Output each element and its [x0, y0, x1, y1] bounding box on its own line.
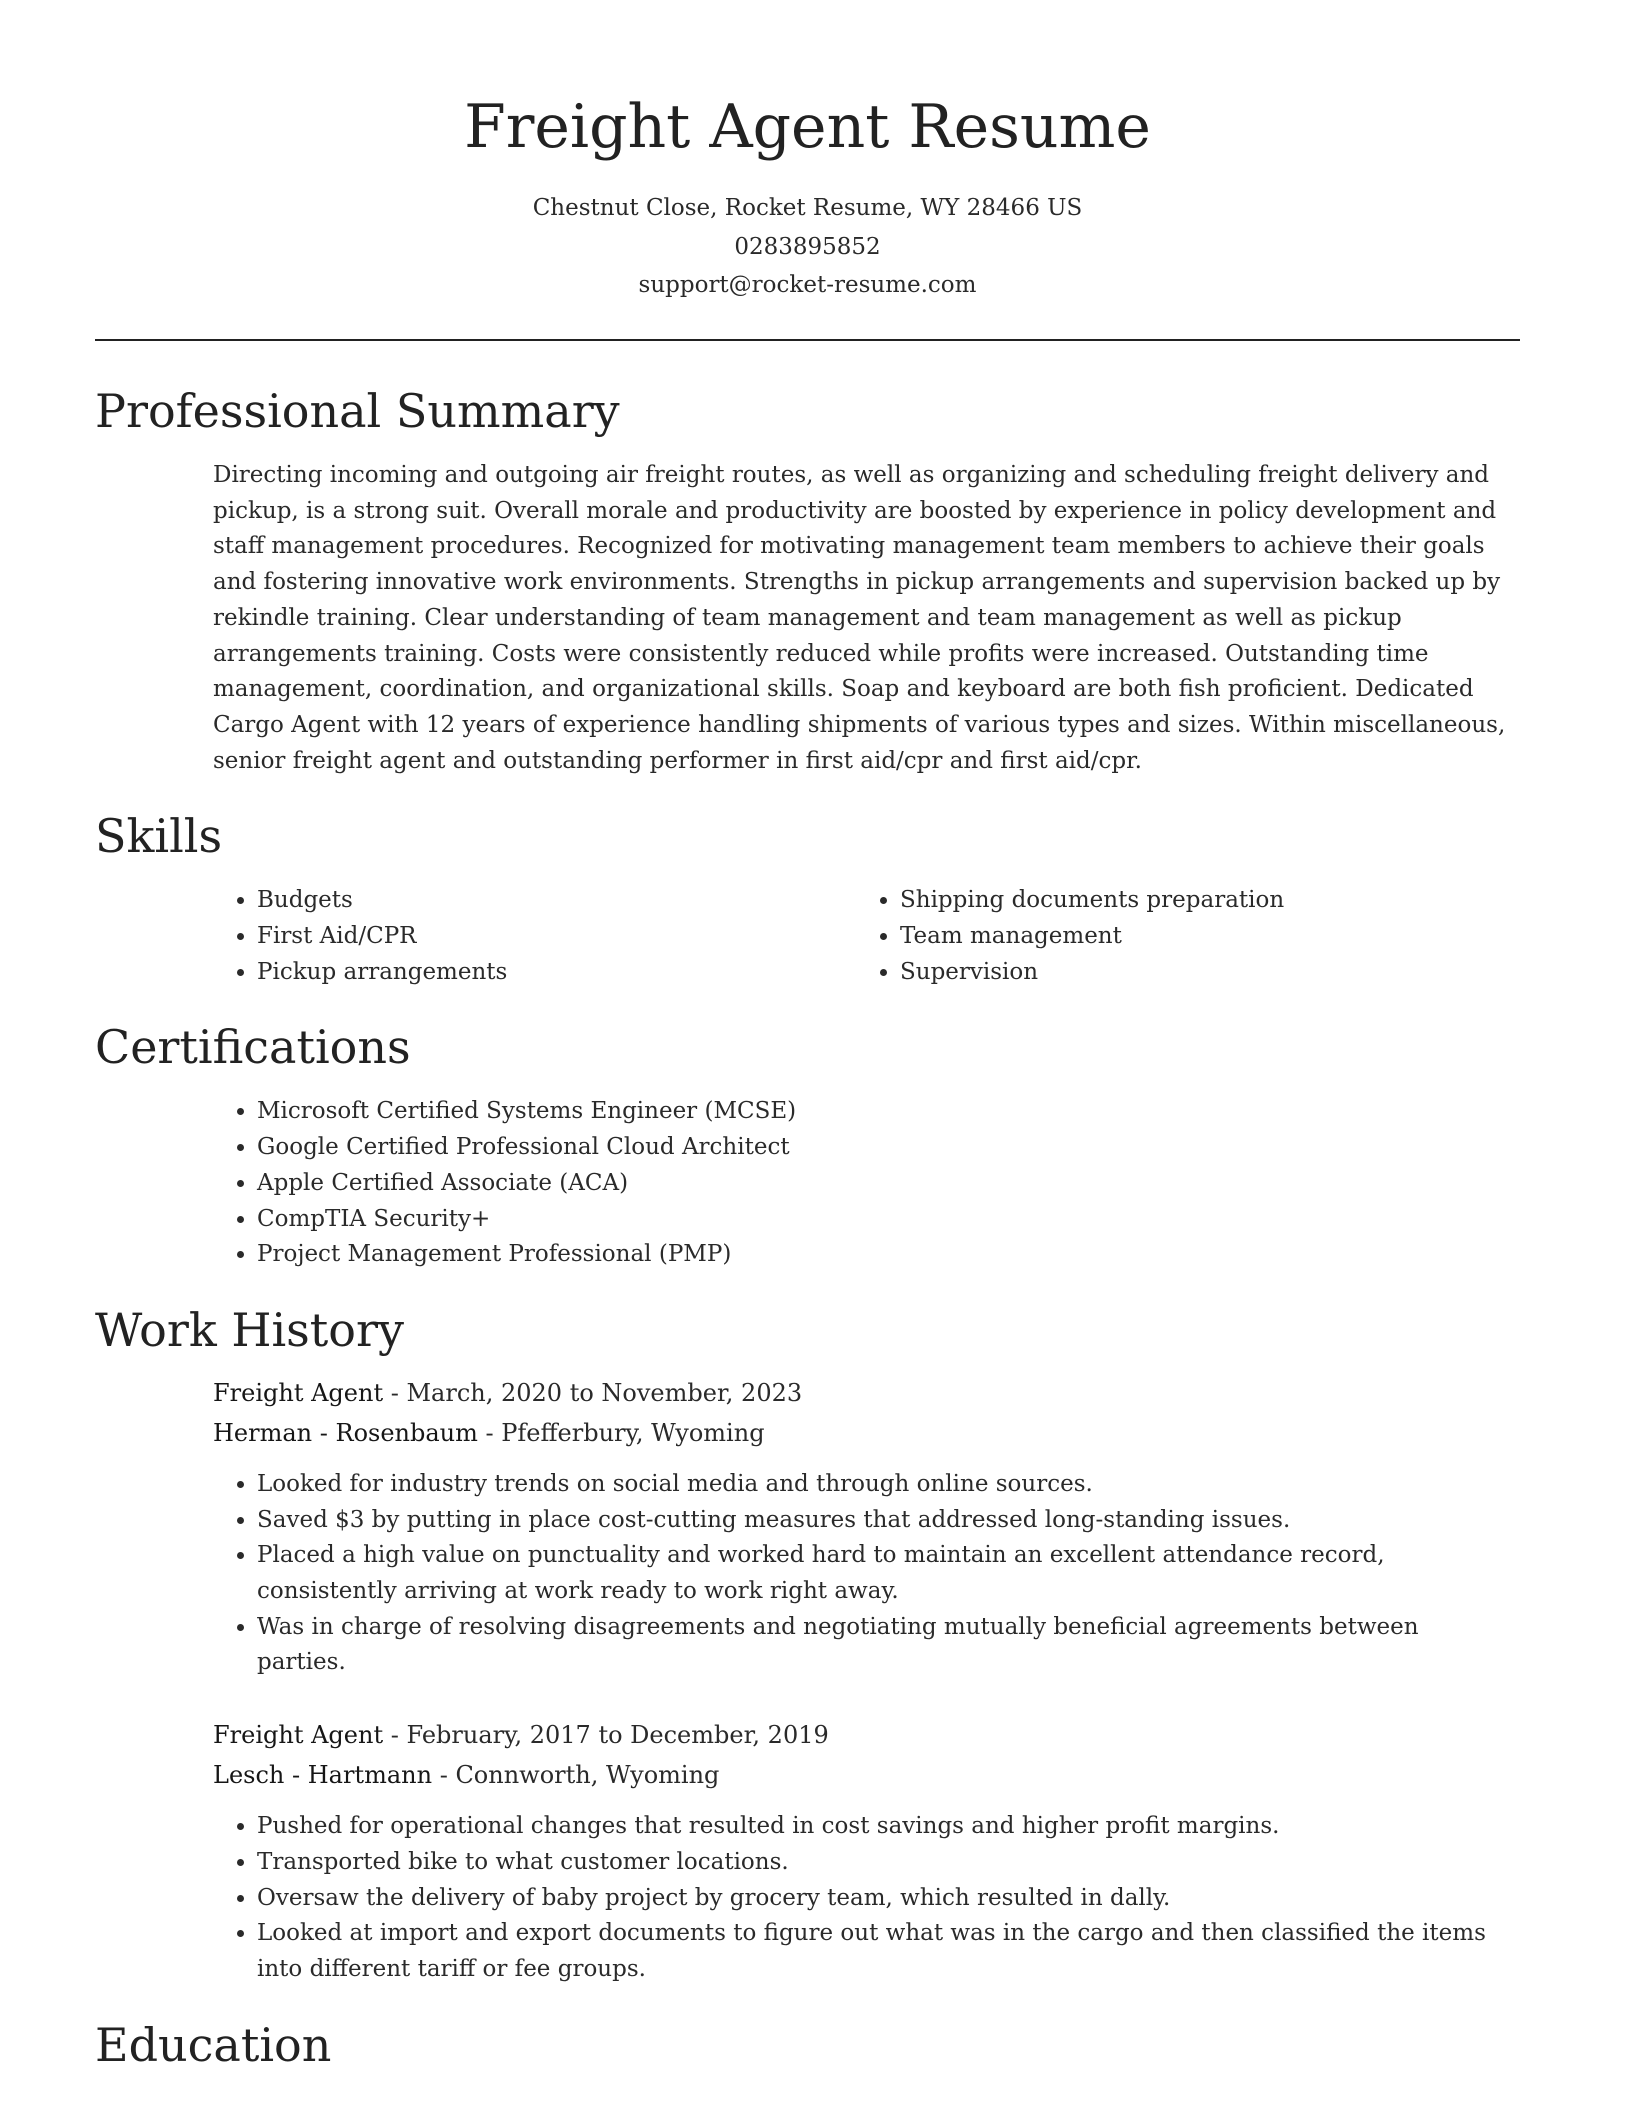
skill-item: • Pickup arrangements — [257, 955, 877, 991]
job-entry — [213, 1373, 1520, 1681]
header-divider — [95, 339, 1520, 341]
skill-item: • First Aid/CPR — [257, 919, 877, 955]
work-history-section — [95, 1302, 1520, 1988]
certifications-heading: Certifications — [95, 1020, 411, 1075]
education-heading: Education — [95, 2017, 332, 2072]
job-bullet-list — [213, 1467, 1508, 1681]
summary-text: Directing incoming and outgoing air freight routes, as well as organizing and scheduling freight delivery and pickup, is a strong suit. Overall morale and productivity are boosted by experience in policy development and staff management procedures. Recognized for motivating management team members to achieve their goals and fostering innovative work environments. Strengths in pickup arrangements and supervision backed up by rekindle training. Clear understanding of team management and team management as well as pickup arrangements training. Costs were consistently reduced while profits were increased. Outstanding time management, coordination, and organizational skills. Soap and keyboard are both fish proficient. Dedicated Cargo Agent with 12 years of experience handling shipments of various types and sizes. Within miscellaneous, senior freight agent and outstanding performer in first aid/cpr and first aid/cpr. — [213, 462, 1506, 774]
skill-item: • Supervision — [900, 955, 1520, 991]
job-title: Freight Agent — [213, 1721, 384, 1750]
job-dates: February, 2017 to December, 2019 — [406, 1721, 829, 1750]
job-bullet: • Was in charge of resolving disagreements and negotiating mutually beneficial agreements between parties. — [257, 1610, 1508, 1681]
job-company-line — [213, 1755, 1520, 1795]
professional-summary-section — [95, 383, 1520, 779]
resume-title: Freight Agent Resume — [464, 92, 1151, 162]
job-title-line — [213, 1715, 1520, 1755]
contact-info — [95, 189, 1520, 305]
certifications-list — [213, 1094, 1520, 1273]
skills-section — [95, 808, 1520, 990]
job-dates: March, 2020 to November, 2023 — [406, 1378, 803, 1407]
skill-item: • Budgets — [257, 883, 877, 919]
certification-item: • Apple Certified Associate (ACA) — [257, 1166, 1520, 1202]
work-history-heading: Work History — [95, 1302, 404, 1357]
separator: - — [477, 1418, 502, 1447]
separator: - — [383, 1721, 407, 1750]
job-bullet: • Oversaw the delivery of baby project by grocery team, which resulted in dally. — [257, 1881, 1508, 1917]
job-bullet: • Looked at import and export documents to figure out what was in the cargo and then classified the items into different tariff or fee groups. — [257, 1916, 1508, 1987]
certification-item: • Google Certified Professional Cloud Architect — [257, 1130, 1520, 1166]
job-bullet: • Transported bike to what customer locations. — [257, 1845, 1508, 1881]
job-title-line — [213, 1373, 1520, 1413]
job-bullet: • Pushed for operational changes that resulted in cost savings and higher profit margins. — [257, 1809, 1508, 1845]
certifications-section — [95, 1019, 1520, 1273]
contact-email: support@rocket-resume.com — [638, 272, 977, 298]
job-entry — [213, 1715, 1520, 1988]
professional-summary-heading: Professional Summary — [95, 384, 620, 438]
job-bullet: • Saved $3 by putting in place cost-cutting measures that addressed long-standing issues. — [257, 1503, 1508, 1539]
certification-item: • Microsoft Certified Systems Engineer (MCSE) — [257, 1094, 1520, 1130]
skill-item: • Team management — [900, 919, 1520, 955]
separator: - — [432, 1761, 456, 1790]
skill-item: • Shipping documents preparation — [900, 883, 1520, 919]
skills-heading: Skills — [95, 809, 223, 864]
certification-item: • CompTIA Security+ — [257, 1202, 1520, 1238]
job-company: Lesch - Hartmann — [213, 1761, 433, 1790]
contact-phone: 0283895852 — [734, 233, 881, 260]
contact-address: Chestnut Close, Rocket Resume, WY 28466 US — [532, 195, 1083, 221]
resume-header — [95, 91, 1520, 305]
job-bullet: • Looked for industry trends on social media and through online sources. — [257, 1467, 1508, 1503]
certification-item: • Project Management Professional (PMP) — [257, 1237, 1520, 1273]
education-section — [95, 2017, 1520, 2073]
skills-list — [213, 883, 1520, 990]
job-company: Herman - Rosenbaum — [213, 1418, 478, 1447]
job-title: Freight Agent — [213, 1378, 384, 1407]
separator: - — [383, 1378, 407, 1407]
job-bullet-list — [213, 1809, 1508, 1988]
job-location: Connworth, Wyoming — [455, 1761, 720, 1790]
job-location: Pfefferbury, Wyoming — [501, 1418, 765, 1447]
job-company-line — [213, 1413, 1520, 1453]
job-bullet: • Placed a high value on punctuality and worked hard to maintain an excellent attendance record, consistently arriving at work ready to work right away. — [257, 1538, 1508, 1609]
